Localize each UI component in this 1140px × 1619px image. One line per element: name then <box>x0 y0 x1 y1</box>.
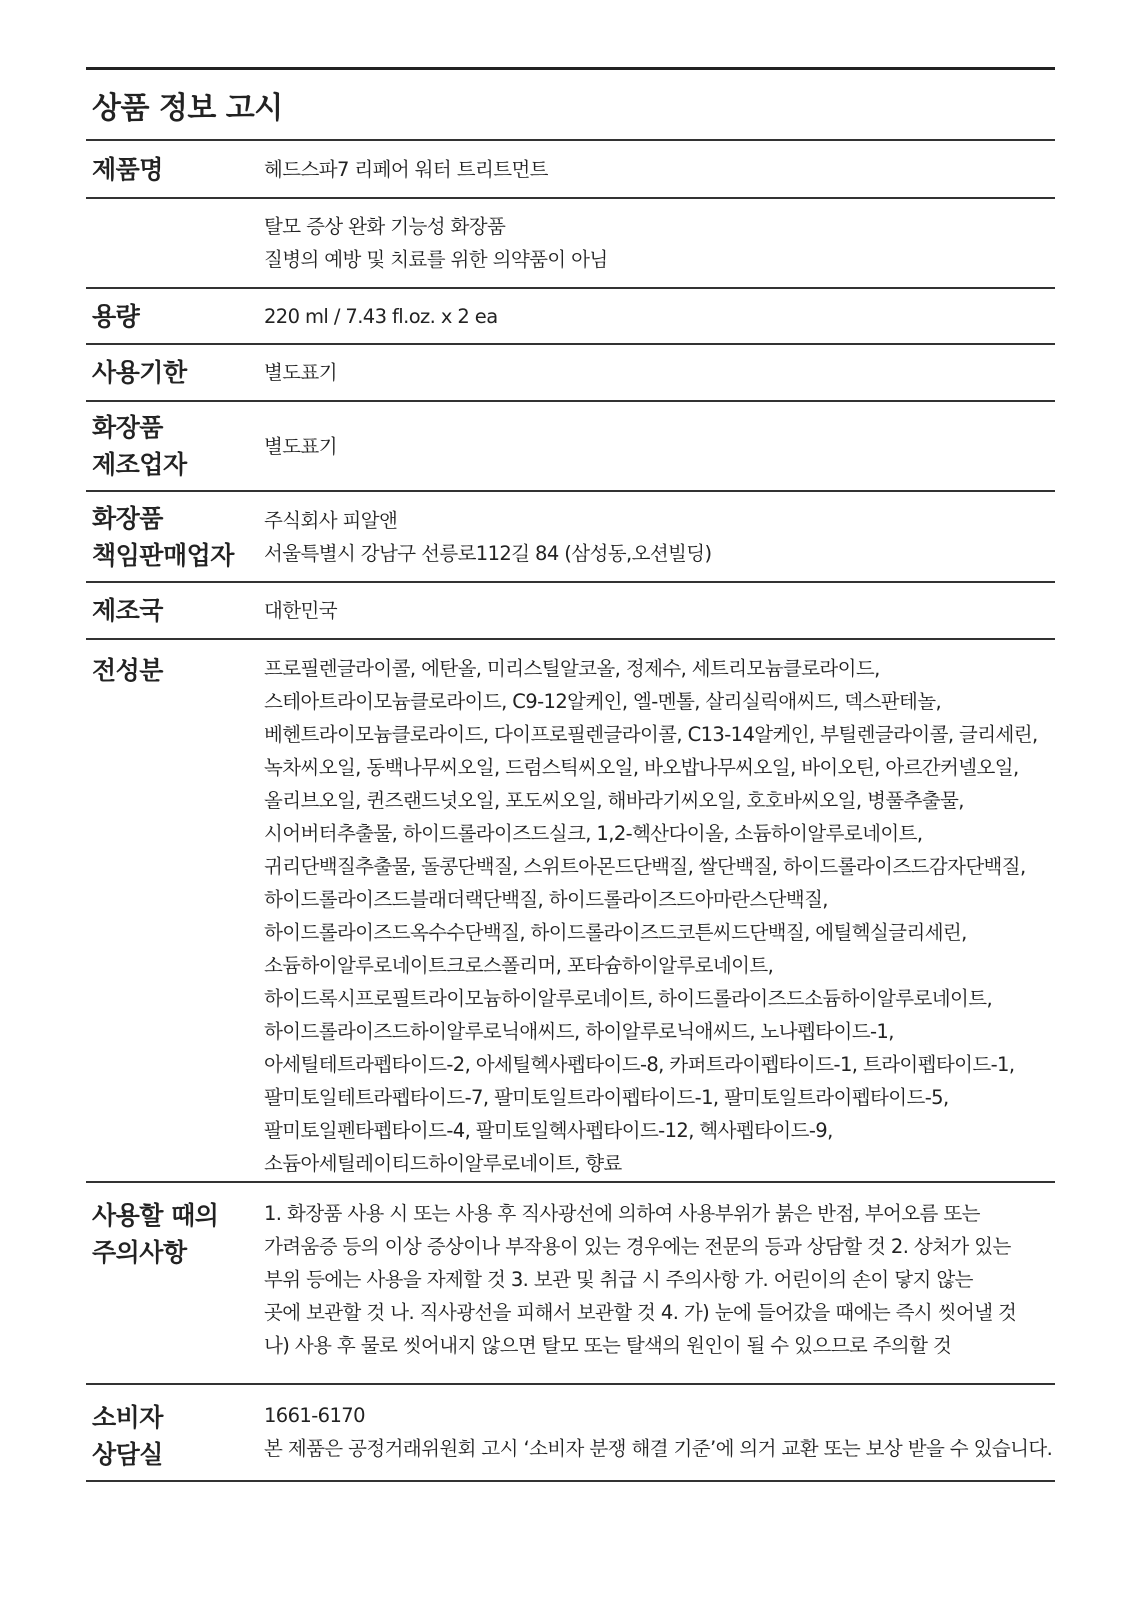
row-capacity <box>86 289 1055 345</box>
row-value: 대한민국 <box>264 599 337 622</box>
row-value: 별도표기 <box>264 434 337 458</box>
value-line: 베헨트라이모늄클로라이드, 다이프로필렌글라이콜, C13-14알케인, 부틸렌글라이콜, 글리세린, <box>264 723 1038 746</box>
product-info-notice <box>86 67 1055 1482</box>
row-label: 사용기한 <box>92 358 187 387</box>
value-line: 탈모 증상 완화 기능성 화장품 <box>264 215 506 238</box>
value-line: 소듐아세틸레이티드하이알루로네이트, 향료 <box>264 1152 622 1175</box>
label-line: 화장품 <box>92 413 163 442</box>
row-label: 제조국 <box>92 596 163 625</box>
row-value <box>264 504 1055 570</box>
row-notice <box>86 199 1055 289</box>
row-value <box>264 210 1055 276</box>
row-label <box>86 1399 264 1473</box>
row-country <box>86 583 1055 640</box>
label-line: 사용할 때의 <box>92 1201 219 1230</box>
row-label <box>86 500 264 574</box>
label-line: 화장품 <box>92 503 163 533</box>
row-manufacturer <box>86 402 1055 492</box>
row-value: 별도표기 <box>264 361 337 384</box>
row-label: 전성분 <box>92 656 163 685</box>
value-line: 프로필렌글라이콜, 에탄올, 미리스틸알코올, 정제수, 세트리모늄클로라이드, <box>264 657 880 680</box>
row-value <box>264 1399 1055 1465</box>
value-line: 곳에 보관할 것 나. 직사광선을 피해서 보관할 것 4. 가) 눈에 들어갔을 때에는 즉시 씻어낼 것 <box>264 1301 1017 1324</box>
row-label: 용량 <box>92 301 140 331</box>
label-line: 상담실 <box>92 1440 163 1469</box>
value-line: 하이드롤라이즈드블래더랙단백질, 하이드롤라이즈드아마란스단백질, <box>264 888 828 911</box>
value-line: 팔미토일테트라펩타이드-7, 팔미토일트라이펩타이드-1, 팔미토일트라이펩타이드-5, <box>264 1086 949 1109</box>
value-line: 녹차씨오일, 동백나무씨오일, 드럼스틱씨오일, 바오밥나무씨오일, 바이오틴, 아르간커넬오일, <box>264 756 1019 779</box>
page-title: 상품 정보 고시 <box>92 90 283 126</box>
value-line: 아세틸테트라펩타이드-2, 아세틸헥사펩타이드-8, 카퍼트라이펩타이드-1, 트라이펩타이드-1, <box>264 1053 1015 1076</box>
title-block <box>86 70 1055 141</box>
label-line: 제조업자 <box>92 450 187 479</box>
row-ingredients <box>86 640 1055 1183</box>
row-label <box>86 1197 264 1271</box>
value-line: 가려움증 등의 이상 증상이나 부작용이 있는 경우에는 전문의 등과 상담할 것 2. 상처가 있는 <box>264 1235 1011 1258</box>
row-value <box>264 1197 1055 1362</box>
value-line: 본 제품은 공정거래위원회 고시 ‘소비자 분쟁 해결 기준’에 의거 교환 또는 보상 받을 수 있습니다. <box>264 1437 1053 1460</box>
value-line: 서울특별시 강남구 선릉로112길 84 (삼성동,오션빌딩) <box>264 541 712 565</box>
row-value: 220 ml / 7.43 fl.oz. x 2 ea <box>264 304 498 328</box>
value-line: 하이드롤라이즈드하이알루로닉애씨드, 하이알루로닉애씨드, 노나펩타이드-1, <box>264 1020 894 1043</box>
row-value <box>264 652 1055 1180</box>
row-label <box>86 409 264 483</box>
value-line: 팔미토일펜타펩타이드-4, 팔미토일헥사펩타이드-12, 헥사펩타이드-9, <box>264 1119 833 1142</box>
row-consumer <box>86 1385 1055 1482</box>
value-line: 질병의 예방 및 치료를 위한 의약품이 아님 <box>264 248 608 271</box>
row-caution <box>86 1183 1055 1385</box>
value-line: 스테아트라이모늄클로라이드, C9-12알케인, 엘-멘톨, 살리실릭애씨드, 덱스판테놀, <box>264 690 942 713</box>
value-line: 귀리단백질추출물, 돌콩단백질, 스위트아몬드단백질, 쌀단백질, 하이드롤라이즈드감자단백질, <box>264 855 1026 878</box>
row-expiry <box>86 345 1055 402</box>
value-line: 나) 사용 후 물로 씻어내지 않으면 탈모 또는 탈색의 원인이 될 수 있으므로 주의할 것 <box>264 1334 952 1357</box>
value-line: 하이드록시프로필트라이모늄하이알루로네이트, 하이드롤라이즈드소듐하이알루로네이트, <box>264 987 993 1010</box>
row-product-name <box>86 141 1055 199</box>
label-line: 주의사항 <box>92 1238 187 1267</box>
value-line: 소듐하이알루로네이트크로스폴리머, 포타슘하이알루로네이트, <box>264 954 774 977</box>
label-line: 책임판매업자 <box>92 540 234 570</box>
value-line: 하이드롤라이즈드옥수수단백질, 하이드롤라이즈드코튼씨드단백질, 에틸헥실글리세린, <box>264 921 967 944</box>
row-value: 헤드스파7 리페어 워터 트리트먼트 <box>264 157 548 181</box>
value-line: 1661-6170 <box>264 1404 365 1427</box>
value-line: 시어버터추출물, 하이드롤라이즈드실크, 1,2-헥산다이올, 소듐하이알루로네이트, <box>264 822 923 845</box>
row-label: 제품명 <box>92 154 163 184</box>
value-line: 주식회사 피알앤 <box>264 508 398 532</box>
row-seller <box>86 492 1055 583</box>
value-line: 1. 화장품 사용 시 또는 사용 후 직사광선에 의하여 사용부위가 붉은 반점, 부어오름 또는 <box>264 1202 980 1225</box>
value-line: 올리브오일, 퀸즈랜드넛오일, 포도씨오일, 해바라기씨오일, 호호바씨오일, 병풀추출물, <box>264 789 964 812</box>
value-line: 부위 등에는 사용을 자제할 것 3. 보관 및 취급 시 주의사항 가. 어린이의 손이 닿지 않는 <box>264 1268 973 1291</box>
label-line: 소비자 <box>92 1403 163 1432</box>
